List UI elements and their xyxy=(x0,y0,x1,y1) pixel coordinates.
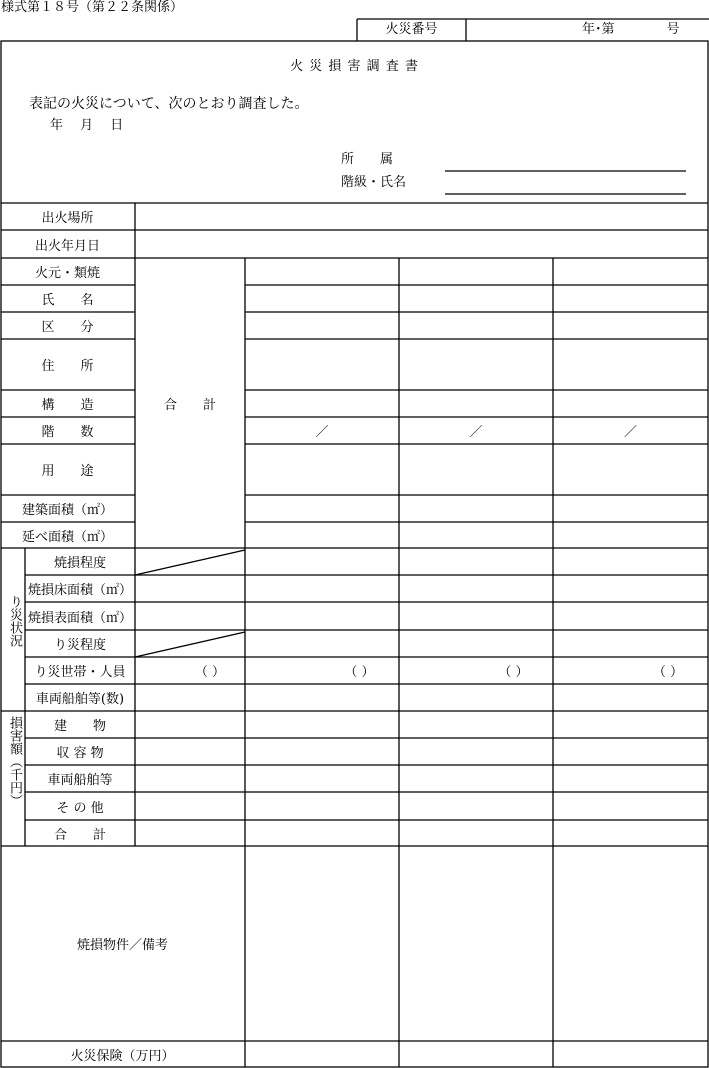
form-number: 様式第１８号（第２２条関係） xyxy=(1,0,184,15)
category-label: 区 分 xyxy=(41,320,94,335)
structure-label: 構 造 xyxy=(41,398,94,413)
fire-place-label: 出火場所 xyxy=(41,211,94,226)
total-column-label: 合 計 xyxy=(163,398,216,413)
statement-text: 表記の火災について、次のとおり調査した。 xyxy=(29,96,309,112)
floors-slash: ／ xyxy=(623,425,637,440)
households-value: （ ） xyxy=(498,665,529,680)
building-area-label: 建築面積（㎡） xyxy=(21,503,113,518)
name-label: 氏 名 xyxy=(41,293,94,308)
households-value: （ ） xyxy=(652,665,684,680)
origin-label: 火元・類焼 xyxy=(34,266,100,281)
rank-name-label: 階級・氏名 xyxy=(341,175,407,190)
use-label: 用 途 xyxy=(41,464,94,479)
households-label: り災世帯・人員 xyxy=(34,665,126,680)
loss-other-label: そ の 他 xyxy=(56,800,104,816)
damage-status-group-label: り災状況 xyxy=(7,595,22,647)
burn-surface-area-label: 焼損表面積（㎡） xyxy=(27,610,132,626)
burned-items-label: 焼損物件／備考 xyxy=(76,938,168,953)
floors-label: 階 数 xyxy=(41,425,94,440)
loss-building-label: 建 物 xyxy=(53,719,106,734)
report-date: 年 月 日 xyxy=(50,118,124,133)
burn-degree-label: 焼損程度 xyxy=(53,556,106,571)
total-floor-area-label: 延べ面積（㎡） xyxy=(21,529,113,545)
insurance-label: 火災保険（万円） xyxy=(70,1048,175,1064)
loss-vehicles-label: 車両船舶等 xyxy=(47,773,113,788)
floors-slash: ／ xyxy=(469,425,483,440)
loss-total-label: 合 計 xyxy=(53,827,106,843)
burn-floor-area-label: 焼損床面積（㎡） xyxy=(27,583,132,598)
vehicles-count-label: 車両船舶等(数) xyxy=(35,692,125,707)
document-title: 火 災 損 害 調 査 書 xyxy=(290,59,419,74)
fire-number-label: 火災番号 xyxy=(385,22,438,37)
address-label: 住 所 xyxy=(41,359,94,374)
loss-group-label: 損害額（千円） xyxy=(7,716,22,807)
fire-number-value: 年･第 号 xyxy=(582,22,680,37)
households-value: （ ） xyxy=(344,665,375,680)
households-value: （ ） xyxy=(194,665,226,680)
floors-slash: ／ xyxy=(315,425,329,440)
loss-contents-label: 収 容 物 xyxy=(56,746,104,761)
fire-date-label: 出火年月日 xyxy=(34,238,100,254)
affiliation-label: 所 属 xyxy=(341,152,394,167)
damage-degree-label: り災程度 xyxy=(53,638,106,653)
